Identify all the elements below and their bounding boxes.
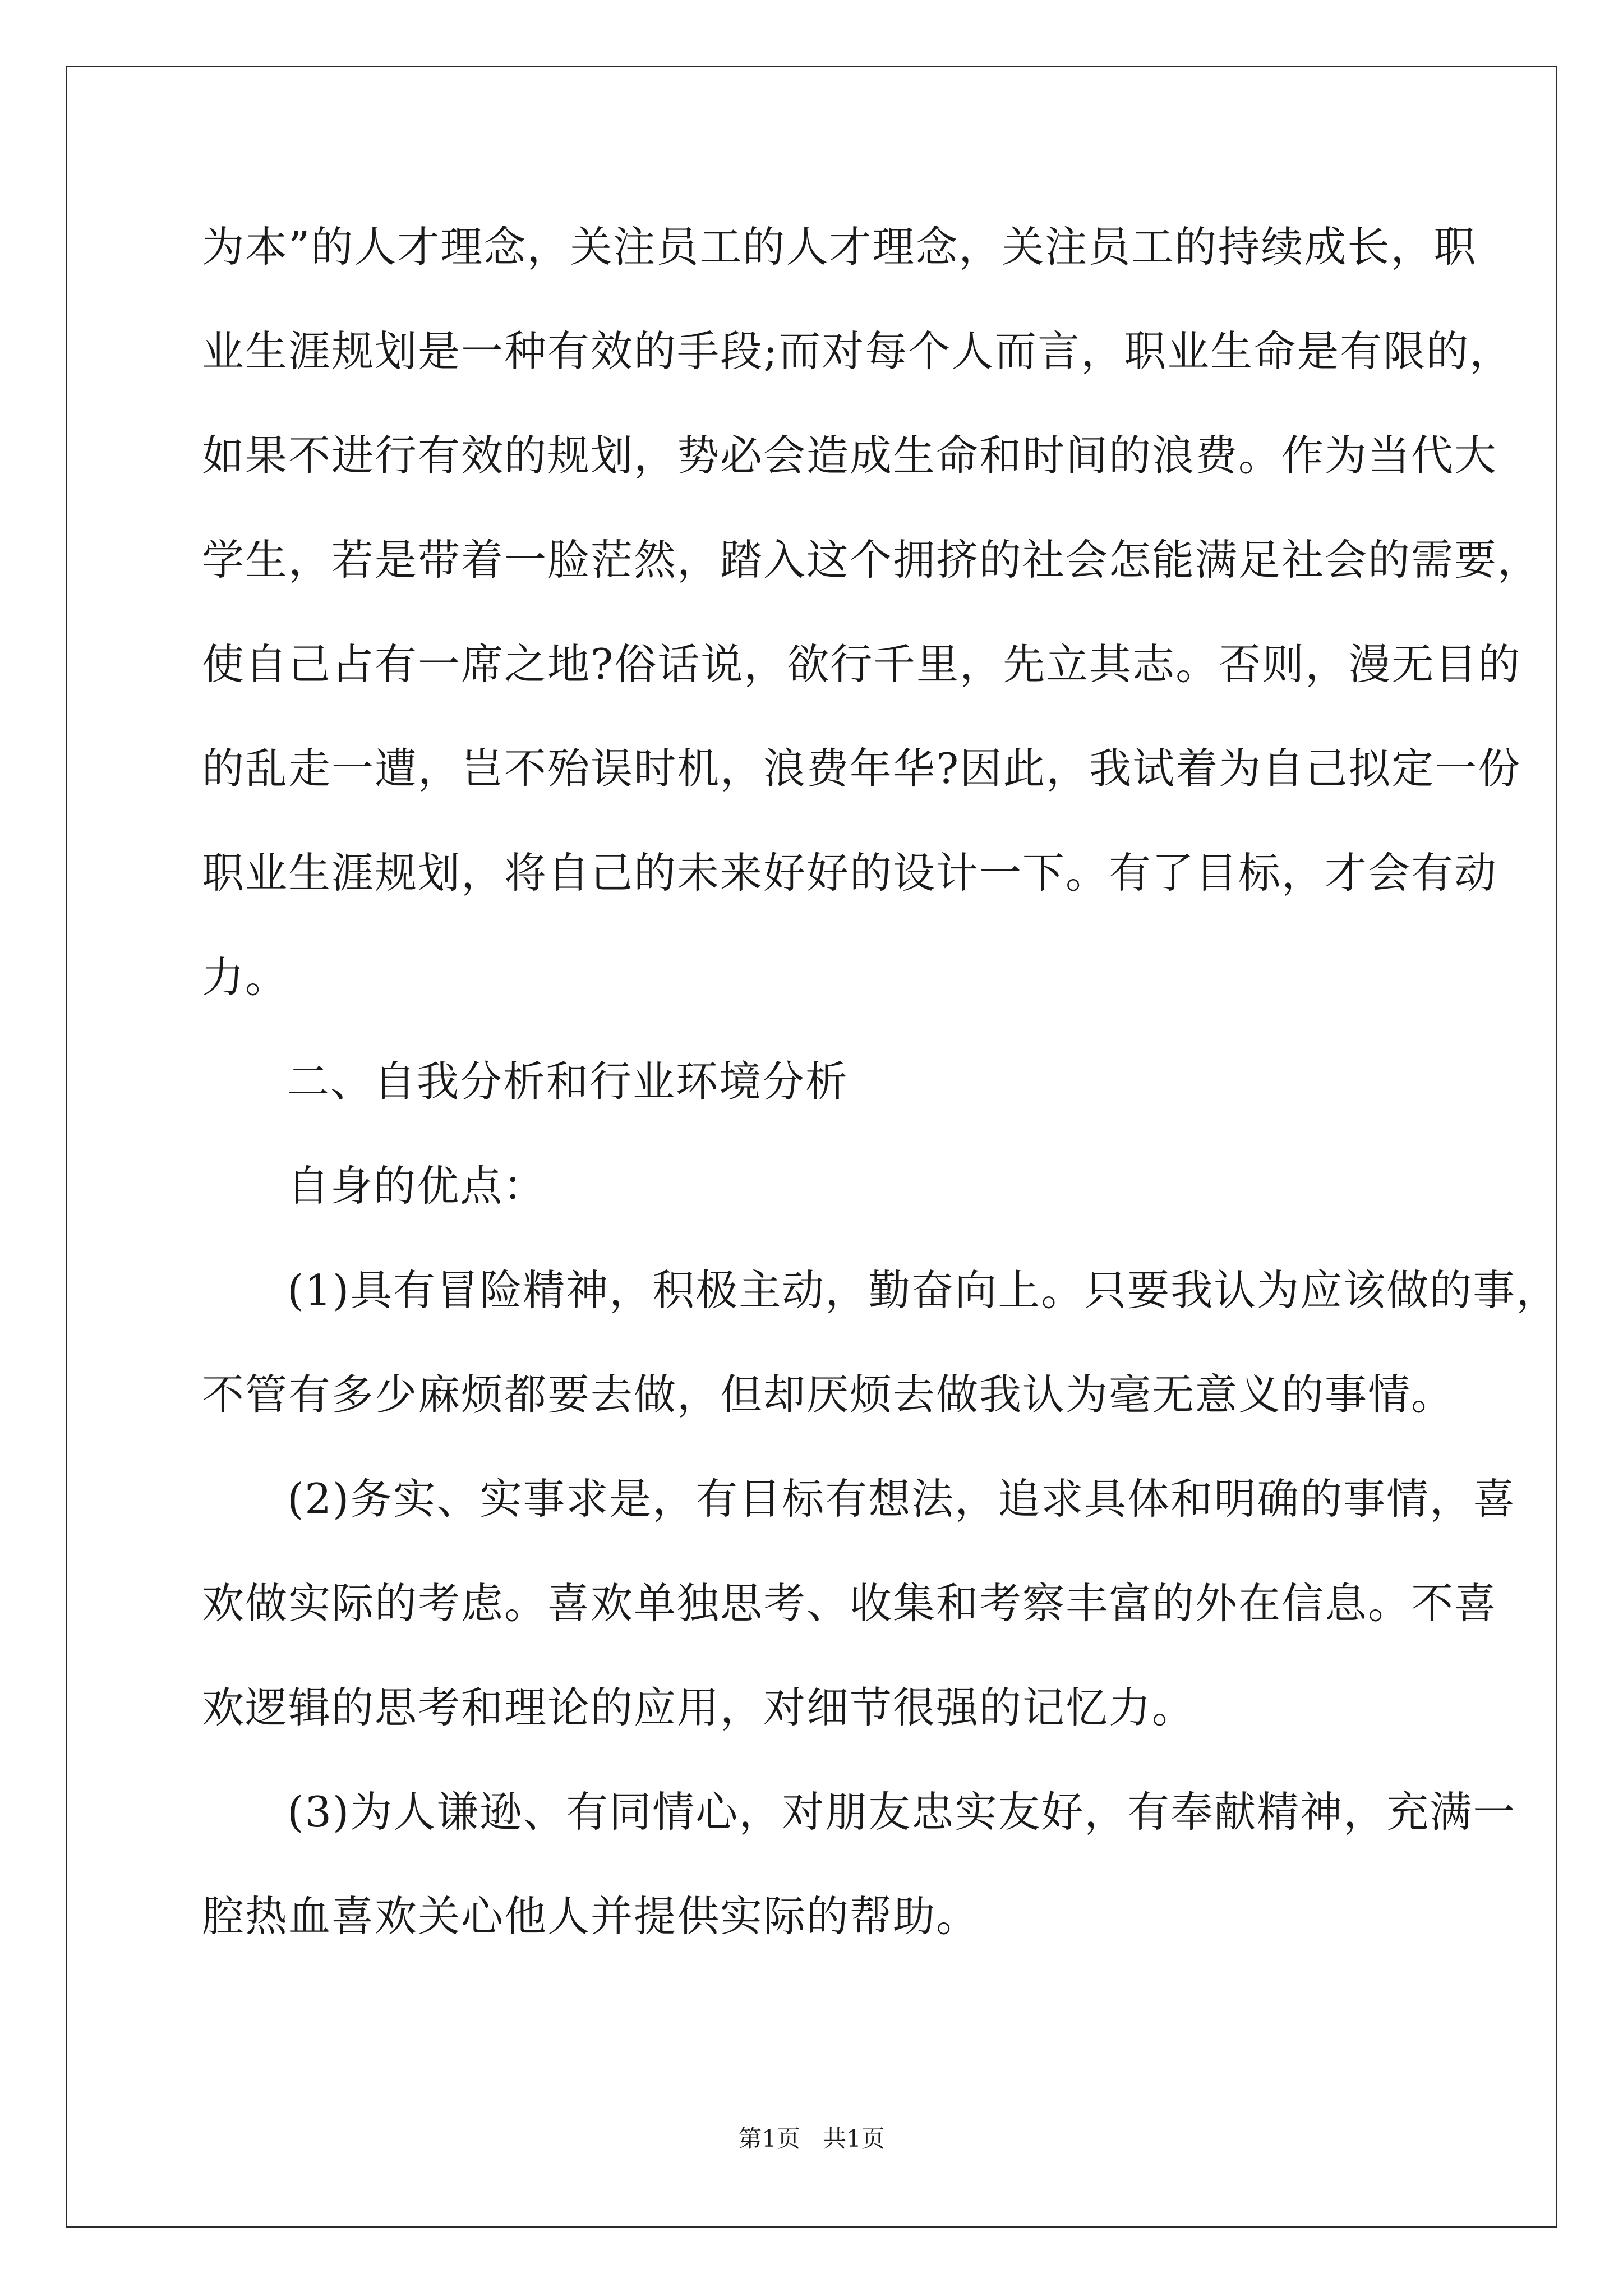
text-line: (1)具有冒险精神，积极主动，勤奋向上。只要我认为应该做的事，: [287, 1266, 1560, 1315]
text-line: 业生涯规划是一种有效的手段;而对每个人而言，职业生命是有限的，: [202, 326, 1513, 376]
text-line: 职业生涯规划，将自己的未来好好的设计一下。有了目标，才会有动: [202, 848, 1498, 898]
text-line: 如果不进行有效的规划，势必会造成生命和时间的浪费。作为当代大: [202, 431, 1498, 480]
list-item: [202, 1257, 1560, 1465]
text-line: 力。: [202, 953, 289, 1002]
heading-text: 二、自我分析和行业环境分析: [287, 1057, 849, 1106]
text-line: 为本”的人才理念，关注员工的人才理念，关注员工的持续成长，职: [202, 222, 1477, 272]
paragraph: [202, 213, 1541, 1048]
list-item: [202, 1778, 1516, 1987]
list-item: [202, 1465, 1516, 1778]
text-line: 欢做实际的考虑。喜欢单独思考、收集和考察丰富的外在信息。不喜: [202, 1579, 1498, 1628]
document-body: [202, 213, 1560, 1987]
text-line: 使自己占有一席之地?俗话说，欲行千里，先立其志。否则，漫无目的: [202, 639, 1521, 689]
subheading: [202, 1152, 1450, 1257]
text-line: (3)为人谦逊、有同情心，对朋友忠实友好，有奉献精神，充满一: [287, 1787, 1516, 1837]
text-line: 腔热血喜欢关心他人并提供实际的帮助。: [202, 1892, 980, 1941]
page-number-footer: 第1页 共1页: [738, 2125, 885, 2152]
text-line: 学生，若是带着一脸茫然，踏入这个拥挤的社会怎能满足社会的需要，: [202, 535, 1541, 585]
text-line: 欢逻辑的思考和理论的应用，对细节很强的记忆力。: [202, 1683, 1196, 1732]
section-heading: [202, 1048, 1450, 1152]
subheading-text: 自身的优点：: [287, 1161, 547, 1211]
text-line: 的乱走一遭，岂不殆误时机，浪费年华?因此，我试着为自己拟定一份: [202, 744, 1521, 793]
text-line: (2)务实、实事求是，有目标有想法，追求具体和明确的事情，喜: [287, 1474, 1516, 1524]
text-line: 不管有多少麻烦都要去做，但却厌烦去做我认为毫无意义的事情。: [202, 1370, 1455, 1419]
